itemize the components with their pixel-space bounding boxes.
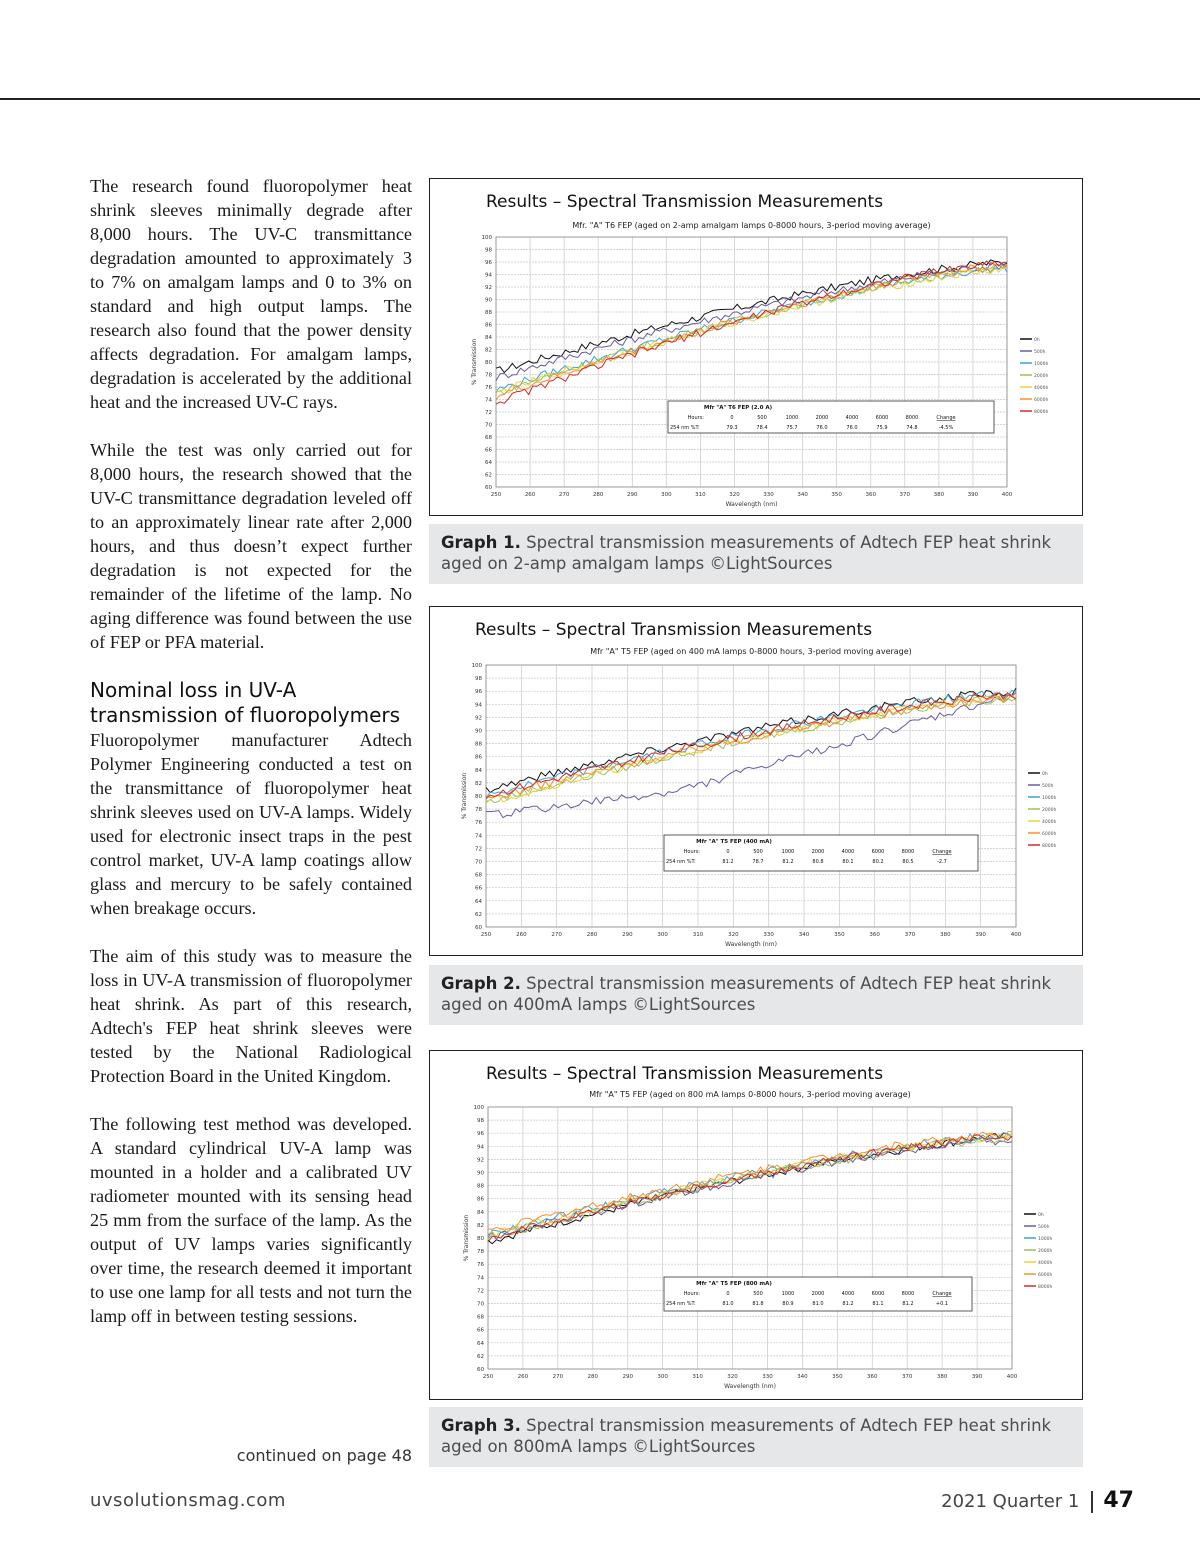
- x-tick-label: 290: [622, 932, 633, 938]
- inset-transmission-value: 81.2: [722, 859, 734, 865]
- x-tick-label: 290: [622, 1374, 633, 1380]
- x-tick-label: 270: [551, 932, 562, 938]
- footer-issue: 2021 Quarter 1: [941, 1491, 1080, 1512]
- y-tick-label: 86: [475, 754, 482, 761]
- inset-table-title: Mfr "A" T5 FEP (800 mA): [696, 1281, 772, 1287]
- legend-label: 6000h: [1038, 1273, 1053, 1278]
- y-tick-label: 76: [485, 385, 492, 391]
- inset-change-label: Change: [932, 849, 952, 855]
- inset-hours-value: 2000: [811, 849, 825, 855]
- y-tick-label: 74: [485, 397, 492, 404]
- x-tick-label: 300: [657, 1374, 668, 1380]
- inset-transmission-value: 80.8: [812, 859, 824, 865]
- inset-hours-value: 2000: [815, 415, 829, 421]
- caption-label: Graph 1.: [441, 533, 521, 552]
- article-column: [90, 174, 412, 1328]
- chart-3-svg: [430, 1051, 1082, 1399]
- x-tick-label: 320: [728, 932, 739, 938]
- inset-hours-value: 0: [726, 849, 730, 855]
- legend-label: 2000h: [1042, 808, 1057, 813]
- inset-transmission-value: 79.3: [726, 425, 738, 431]
- y-tick-label: 86: [477, 1196, 484, 1203]
- x-tick-label: 380: [940, 932, 951, 938]
- x-tick-label: 370: [901, 1374, 913, 1380]
- y-tick-label: 92: [477, 1157, 484, 1164]
- x-tick-label: 280: [586, 932, 598, 938]
- x-axis-label: Wavelength (nm): [725, 941, 777, 948]
- legend-label: 0h: [1038, 1213, 1044, 1218]
- y-tick-label: 60: [475, 925, 482, 931]
- inset-transmission-value: 80.5: [902, 859, 914, 865]
- y-tick-label: 76: [475, 820, 482, 827]
- legend-label: 1000h: [1038, 1237, 1053, 1242]
- inset-hours-value: 6000: [875, 415, 889, 421]
- x-tick-label: 280: [592, 492, 604, 498]
- x-tick-label: 280: [587, 1374, 599, 1380]
- x-tick-label: 320: [727, 1374, 738, 1380]
- inset-hours-value: 4000: [845, 415, 859, 421]
- y-tick-label: 72: [485, 410, 492, 416]
- graph-1: [429, 178, 1083, 516]
- legend-label: 2000h: [1034, 374, 1049, 379]
- x-tick-label: 370: [899, 492, 911, 498]
- y-tick-label: 90: [477, 1170, 484, 1177]
- series-line-4000h: [496, 268, 1007, 393]
- series-line-2000h: [486, 697, 1016, 803]
- chart-2-svg: [430, 607, 1082, 955]
- y-tick-label: 92: [485, 285, 492, 291]
- y-tick-label: 70: [477, 1301, 484, 1308]
- x-tick-label: 370: [904, 932, 916, 938]
- chart-subtitle: Mfr "A" T5 FEP (aged on 400 mA lamps 0-8000 hours, 3-period moving average): [590, 647, 912, 656]
- y-tick-label: 100: [471, 663, 482, 669]
- legend-label: 1000h: [1034, 362, 1049, 367]
- graph-3-caption: [429, 1407, 1083, 1467]
- y-tick-label: 90: [485, 297, 492, 304]
- inset-hours-value: 8000: [901, 1291, 915, 1297]
- y-tick-label: 94: [485, 272, 492, 279]
- inset-transmission-value: 80.9: [782, 1301, 794, 1307]
- y-tick-label: 72: [475, 846, 482, 853]
- inset-transmission-value: 81.8: [752, 1301, 764, 1307]
- inset-row-label: 254 nm %T:: [670, 425, 700, 431]
- paragraph: The research found fluoropolymer heat shrink sleeves minimally degrade after 8,000 hours. The UV-C transmittance degradation amounted to approximately 3 to 7% on amalgam lamps and 0 to 3% on standard and high output lamps. The research also found that the power density affects degradation. For amalgam lamps, degradation is accelerated by the additional heat and the increased UV-C rays.: [90, 176, 412, 412]
- legend-label: 8000h: [1038, 1285, 1053, 1290]
- legend-label: 2000h: [1038, 1249, 1053, 1254]
- inset-hours-label: Hours:: [687, 415, 704, 421]
- inset-transmission-value: 78.4: [756, 425, 768, 431]
- x-tick-label: 380: [936, 1374, 948, 1380]
- y-tick-label: 98: [475, 676, 482, 683]
- inset-transmission-value: 80.1: [842, 859, 854, 865]
- x-tick-label: 250: [480, 932, 492, 938]
- y-tick-label: 76: [477, 1262, 484, 1269]
- inset-hours-value: 8000: [901, 849, 915, 855]
- inset-change-value: +0.1: [935, 1301, 949, 1307]
- y-tick-label: 80: [475, 794, 482, 800]
- series-line-6000h: [496, 264, 1007, 400]
- legend-label: 0h: [1034, 338, 1040, 343]
- series-line-500h: [486, 693, 1016, 818]
- inset-hours-value: 0: [730, 415, 734, 421]
- y-tick-label: 100: [473, 1105, 484, 1111]
- inset-hours-value: 500: [753, 849, 763, 855]
- legend-label: 8000h: [1034, 410, 1049, 415]
- x-tick-label: 300: [661, 492, 672, 498]
- inset-transmission-value: 75.9: [876, 425, 888, 431]
- legend-label: 4000h: [1034, 386, 1049, 391]
- x-tick-label: 350: [831, 492, 842, 498]
- x-tick-label: 360: [867, 1374, 878, 1380]
- y-tick-label: 68: [477, 1314, 484, 1321]
- y-axis-label: % Transmission: [471, 338, 478, 386]
- y-tick-label: 70: [485, 422, 492, 429]
- inset-change-value: -2.7: [937, 859, 947, 865]
- y-tick-label: 66: [477, 1327, 484, 1334]
- y-axis-label: % Transmission: [463, 1214, 470, 1262]
- caption-label: Graph 2.: [441, 974, 521, 993]
- inset-change-value: -4.5%: [938, 425, 954, 431]
- legend-label: 500h: [1042, 784, 1054, 789]
- y-tick-label: 66: [485, 447, 492, 454]
- caption-label: Graph 3.: [441, 1416, 521, 1435]
- inset-hours-value: 6000: [871, 849, 885, 855]
- inset-transmission-value: 74.8: [906, 425, 918, 431]
- y-tick-label: 70: [475, 859, 482, 866]
- y-tick-label: 82: [475, 780, 482, 787]
- x-tick-label: 360: [865, 492, 876, 498]
- inset-hours-value: 1000: [785, 415, 799, 421]
- inset-hours-label: Hours:: [683, 849, 700, 855]
- chart-subtitle: Mfr. "A" T6 FEP (aged on 2-amp amalgam lamps 0-8000 hours, 3-period moving average): [572, 221, 931, 230]
- paragraph: Fluoropolymer manufacturer Adtech Polymer Engineering conducted a test on the transmittance of fluoropolymer heat shrink sleeves used on UV-A lamps. Widely used for electronic insect traps in the pest control market, UV-A lamp coatings allow glass and mercury to be safely contained when breakage occurs.: [90, 730, 412, 918]
- inset-transmission-value: 81.1: [872, 1301, 884, 1307]
- y-tick-label: 84: [475, 767, 482, 774]
- section-heading: Nominal loss in UV-A transmission of fluoropolymers: [90, 678, 401, 727]
- y-tick-label: 88: [485, 310, 492, 316]
- footer-divider: [1091, 1491, 1093, 1513]
- inset-table-title: Mfr "A" T6 FEP (2.0 A): [703, 405, 773, 411]
- inset-hours-value: 6000: [871, 1291, 885, 1297]
- inset-transmission-value: 76.0: [846, 425, 858, 431]
- inset-hours-value: 1000: [781, 1291, 795, 1297]
- page-number: 47: [1103, 1488, 1134, 1513]
- legend-label: 500h: [1038, 1225, 1050, 1230]
- inset-hours-value: 4000: [841, 849, 855, 855]
- caption-text: Spectral transmission measurements of Adtech FEP heat shrink aged on 400mA lamps ©LightSources: [441, 974, 1052, 1014]
- legend-label: 8000h: [1042, 844, 1057, 849]
- y-tick-label: 82: [485, 347, 492, 354]
- x-tick-label: 250: [490, 492, 502, 498]
- y-tick-label: 68: [485, 435, 492, 441]
- inset-transmission-value: 81.2: [842, 1301, 854, 1307]
- y-tick-label: 78: [475, 807, 482, 814]
- x-tick-label: 340: [797, 492, 808, 498]
- legend-label: 500h: [1034, 350, 1046, 355]
- x-tick-label: 250: [482, 1374, 494, 1380]
- x-tick-label: 400: [1010, 932, 1022, 938]
- y-tick-label: 72: [477, 1288, 484, 1295]
- caption-text: Spectral transmission measurements of Adtech FEP heat shrink aged on 800mA lamps ©LightSources: [441, 1416, 1052, 1456]
- legend-label: 6000h: [1042, 832, 1057, 837]
- x-tick-label: 270: [558, 492, 570, 498]
- y-tick-label: 98: [477, 1118, 484, 1125]
- series-line-8000h: [488, 1135, 1012, 1242]
- header-rule: [0, 98, 1200, 100]
- x-tick-label: 400: [1001, 492, 1013, 498]
- legend-label: 0h: [1042, 772, 1048, 777]
- legend-label: 1000h: [1042, 796, 1057, 801]
- inset-transmission-value: 78.7: [752, 859, 764, 865]
- chart-title: Results – Spectral Transmission Measurements: [475, 620, 873, 640]
- series-line-8000h: [496, 261, 1007, 404]
- y-tick-label: 84: [477, 1209, 484, 1216]
- inset-hours-value: 1000: [781, 849, 795, 855]
- x-tick-label: 390: [967, 492, 979, 498]
- inset-transmission-value: 81.2: [902, 1301, 914, 1307]
- inset-hours-label: Hours:: [683, 1291, 700, 1297]
- chart-subtitle: Mfr "A" T5 FEP (aged on 800 mA lamps 0-8000 hours, 3-period moving average): [589, 1090, 911, 1099]
- x-tick-label: 260: [516, 932, 527, 938]
- y-tick-label: 78: [477, 1249, 484, 1256]
- paragraph: The following test method was developed. A standard cylindrical UV-A lamp was mounted in a holder and a calibrated UV radiometer mounted with its sensing head 25 mm from the surface of the lamp. As the output of UV lamps varies significantly over time, the research deemed it important to use one lamp for all tests and not turn the lamp off in between testing sessions.: [90, 1114, 412, 1326]
- series-line-2000h: [488, 1134, 1012, 1239]
- y-axis-label: % Transmission: [461, 772, 468, 820]
- x-tick-label: 390: [971, 1374, 983, 1380]
- y-tick-label: 90: [475, 728, 482, 735]
- x-tick-label: 290: [627, 492, 638, 498]
- y-tick-label: 80: [477, 1236, 484, 1242]
- graph-2-caption: [429, 965, 1083, 1025]
- y-tick-label: 88: [477, 1183, 484, 1190]
- y-tick-label: 62: [485, 472, 492, 479]
- inset-transmission-value: 75.7: [786, 425, 798, 431]
- y-tick-label: 66: [475, 885, 482, 892]
- legend-label: 4000h: [1042, 820, 1057, 825]
- y-tick-label: 78: [485, 372, 492, 379]
- y-tick-label: 80: [485, 360, 492, 366]
- inset-change-label: Change: [936, 415, 956, 421]
- inset-hours-value: 2000: [811, 1291, 825, 1297]
- x-tick-label: 360: [869, 932, 880, 938]
- y-tick-label: 96: [475, 689, 482, 696]
- y-tick-label: 60: [477, 1367, 484, 1373]
- x-tick-label: 260: [517, 1374, 529, 1380]
- y-tick-label: 100: [481, 235, 492, 241]
- x-tick-label: 380: [933, 492, 945, 498]
- y-tick-label: 64: [475, 898, 482, 905]
- x-tick-label: 330: [763, 932, 774, 938]
- inset-change-label: Change: [932, 1291, 952, 1297]
- y-tick-label: 94: [477, 1144, 484, 1151]
- x-tick-label: 350: [832, 1374, 843, 1380]
- y-tick-label: 84: [485, 335, 492, 341]
- y-tick-label: 88: [475, 741, 482, 748]
- x-tick-label: 400: [1006, 1374, 1018, 1380]
- y-tick-label: 92: [475, 715, 482, 722]
- x-tick-label: 300: [657, 932, 668, 938]
- inset-transmission-value: 80.2: [872, 859, 884, 865]
- y-tick-label: 64: [477, 1340, 484, 1347]
- x-tick-label: 270: [552, 1374, 564, 1380]
- y-tick-label: 96: [477, 1131, 484, 1138]
- inset-transmission-value: 81.0: [722, 1301, 734, 1307]
- inset-row-label: 254 nm %T:: [666, 1301, 696, 1307]
- inset-hours-value: 8000: [905, 415, 919, 421]
- x-axis-label: Wavelength (nm): [724, 1383, 776, 1390]
- x-tick-label: 390: [975, 932, 986, 938]
- x-tick-label: 330: [762, 1374, 773, 1380]
- y-tick-label: 74: [475, 833, 482, 840]
- y-tick-label: 62: [475, 911, 482, 918]
- x-tick-label: 340: [797, 1374, 808, 1380]
- graph-1-caption: [429, 524, 1083, 584]
- legend-label: 4000h: [1038, 1261, 1053, 1266]
- x-tick-label: 260: [524, 492, 536, 498]
- y-tick-label: 64: [485, 460, 492, 466]
- legend-label: 6000h: [1034, 398, 1049, 403]
- inset-hours-value: 500: [757, 415, 767, 421]
- graph-2: [429, 606, 1083, 956]
- inset-table-title: Mfr "A" T5 FEP (400 mA): [696, 839, 772, 845]
- x-tick-label: 310: [692, 932, 704, 938]
- y-tick-label: 82: [477, 1222, 484, 1229]
- chart-title: Results – Spectral Transmission Measurements: [486, 192, 884, 212]
- y-tick-label: 74: [477, 1275, 484, 1282]
- inset-row-label: 254 nm %T:: [666, 859, 696, 865]
- series-line-0h: [488, 1133, 1012, 1244]
- y-tick-label: 60: [485, 485, 492, 491]
- inset-hours-value: 500: [753, 1291, 763, 1297]
- x-tick-label: 330: [763, 492, 774, 498]
- continued-note: continued on page 48: [236, 1446, 412, 1465]
- paragraph: While the test was only carried out for 8,000 hours, the research showed that the UV-C transmittance degradation leveled off to an approximately linear rate after 2,000 hours, and thus doesn’t expect further degradation is not expected for the remainder of the lifetime of the lamp. No aging difference was found between the use of FEP or PFA material.: [90, 440, 412, 652]
- inset-hours-value: 0: [726, 1291, 730, 1297]
- chart-1-svg: [430, 179, 1082, 515]
- chart-title: Results – Spectral Transmission Measurements: [486, 1064, 884, 1084]
- x-tick-label: 350: [834, 932, 845, 938]
- y-tick-label: 98: [485, 247, 492, 254]
- y-tick-label: 96: [485, 260, 492, 266]
- series-line-4000h: [486, 693, 1016, 802]
- paragraph: The aim of this study was to measure the loss in UV-A transmission of fluoropolymer heat shrink. As part of this research, Adtech's FEP heat shrink sleeves were tested by the National Radiological Protection Board in the United Kingdom.: [90, 946, 412, 1086]
- series-line-1000h: [496, 265, 1007, 392]
- inset-transmission-value: 81.0: [812, 1301, 824, 1307]
- inset-hours-value: 4000: [841, 1291, 855, 1297]
- x-tick-label: 310: [695, 492, 706, 498]
- y-tick-label: 62: [477, 1353, 484, 1360]
- series-line-6000h: [486, 695, 1016, 798]
- y-tick-label: 94: [475, 702, 482, 709]
- graph-3: [429, 1050, 1083, 1400]
- x-axis-label: Wavelength (nm): [725, 501, 778, 508]
- inset-transmission-value: 76.0: [816, 425, 828, 431]
- x-tick-label: 340: [798, 932, 810, 938]
- x-tick-label: 310: [692, 1374, 703, 1380]
- footer-right: [941, 1488, 1134, 1513]
- y-tick-label: 68: [475, 872, 482, 879]
- footer-site: uvsolutionsmag.com: [90, 1490, 286, 1511]
- y-tick-label: 86: [485, 322, 492, 329]
- inset-transmission-value: 81.2: [782, 859, 794, 865]
- caption-text: Spectral transmission measurements of Adtech FEP heat shrink aged on 2-amp amalgam lamps ©LightSources: [441, 533, 1052, 573]
- x-tick-label: 320: [729, 492, 740, 498]
